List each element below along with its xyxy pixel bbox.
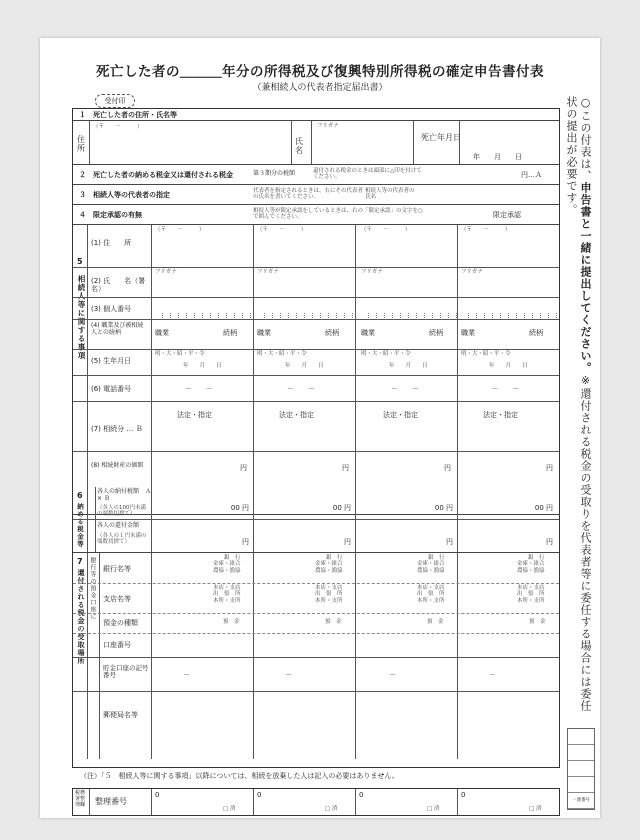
heir4-assets: 円 [546,464,553,472]
s7-row2-label: 支店名等 [103,595,131,603]
heir4-era: 明・大・昭・平・令 [461,351,511,357]
office-zero-3: 0 [359,791,364,799]
heir4-branch: 本店・支店 出 張 所 本所・支所 [517,585,545,604]
heir2-deposit: 預 金 [325,619,342,625]
reception-stamp: 受付印 [95,94,135,108]
heir1-job: 職業 [155,329,169,337]
s3-label: ３ 相続人等の代表者の指定 [79,191,170,199]
heir4-tel: － － [491,385,519,393]
form-subtitle: （兼相続人の代表者指定届出書） [252,83,388,93]
heir1-deposit: 預 金 [223,619,240,625]
main-frame [72,108,560,768]
heir2-bank: 銀 行 金庫・組合 農協・漁協 [315,555,343,574]
s1-furigana: フリガナ [317,123,339,129]
heir3-deposit: 預 金 [427,619,444,625]
s2-row [73,165,559,185]
form-page [40,38,600,818]
heir4-tax: 00 円 [534,504,553,512]
side-rest: ※還付される税金の受取りを代表者等に委任する場合には委任状の提出が必要です。 [565,96,592,712]
heir4-furigana: フリガナ [461,269,483,275]
heir2-job: 職業 [257,329,271,337]
heir1-tax: 00 円 [230,504,249,512]
heir2-mynumber[interactable] [257,305,353,313]
heir4-ymd: 年 月 日 [489,363,528,369]
s7-row3-label: 預金の種類 [103,619,138,627]
s3-rep-label: 相続人等の代表者の氏名 [365,188,415,201]
s4-label: ４ 限定承認の有無 [79,211,142,219]
form-footnote: （注）「５ 相続人等に関する事項」以降については、相続を放棄した人は記入の必要はありません。 [80,772,399,780]
heir4-job: 職業 [461,329,475,337]
heir2-rel: 続柄 [325,329,339,337]
s6-r2b: （各人の１円未満の端数切捨て） [97,533,147,546]
heir3-era: 明・大・昭・平・令 [361,351,411,357]
office-check-2[interactable]: □ 済 [325,806,338,812]
heir3-tel: － － [391,385,419,393]
s1-label: １ 死亡した者の住所・氏名等 [79,111,177,119]
heir2-furigana: フリガナ [257,269,279,275]
s4-row [73,205,559,225]
heir4-share[interactable]: 法定・指定 [483,411,518,419]
office-zero-2: 0 [257,791,262,799]
s7-num: 7 [77,557,83,566]
s2-note: 還付される税金のときは頭部に△印を付けてください。 [313,168,422,181]
heir4-deposit: 預 金 [529,619,546,625]
s5-row8-label: (8) 相続財産の価額 [91,462,144,469]
s1-name-label: 氏名 [295,137,303,156]
heir2-era: 明・大・昭・平・令 [257,351,307,357]
heir3-assets: 円 [444,464,451,472]
heir1-tel: － － [185,385,213,393]
heir4-bank: 銀 行 金庫・組合 農協・漁協 [517,555,545,574]
side-instruction [566,96,592,716]
heir3-yucho: － [389,671,396,679]
s7-sub2: 銀行等の預金口座に [89,557,96,620]
heir3-refund: 円 [446,538,453,546]
heir4-refund: 円 [546,538,553,546]
heir1-yucho: － [183,671,190,679]
heir1-era: 明・大・昭・平・令 [155,351,205,357]
heir3-rel: 続柄 [429,329,443,337]
s5-row1-label: (1) 住 所 [91,239,132,247]
s5-row4-label: (4) 職業及び被相続人との続柄 [91,322,144,336]
s5-block [73,225,559,515]
s6-r1a: 各人の納付税額 Ａ × Ｂ [97,488,152,502]
office-check-4[interactable]: □ 済 [529,806,542,812]
heir3-ymd: 年 月 日 [389,363,428,369]
office-check-1[interactable]: □ 済 [223,806,236,812]
s2-yen-a: 円…Ａ [521,171,542,179]
heir1-furigana: フリガナ [155,269,177,275]
serial-label: 一連番号 [568,793,594,809]
s6-num: 6 [77,491,83,500]
heir3-tax: 00 円 [434,504,453,512]
heir2-assets: 円 [342,464,349,472]
heir1-refund: 円 [242,538,249,546]
s4-note: 相続人等が限定承認をしているときは、右の「限定承認」の文字を○で囲んでください。 [253,208,423,221]
s1-death-date: 年 月 日 [473,153,522,161]
s5-row3-label: (3) 個人番号 [91,305,132,313]
heir2-ymd: 年 月 日 [285,363,324,369]
heir2-yucho: － [285,671,292,679]
s2-label: ２ 死亡した者の納める税金又は還付される税金 [79,171,233,179]
heir4-postal: （〒 － ） [461,227,511,233]
heir1-share[interactable]: 法定・指定 [177,411,212,419]
s5-row2-label: (2) 氏 名（署 名） [91,277,160,294]
s1-body [73,121,559,165]
heir4-mynumber[interactable] [461,305,557,313]
form-title: 死亡した者の＿＿＿年分の所得税及び復興特別所得税の確定申告書付表 [96,64,544,80]
s2-period: 第３期分の税額 [253,170,296,177]
s1-postal: （〒 － ） [93,124,143,130]
s7-vlabel: 還付される税金の受取場所 [77,569,85,665]
heir2-tax: 00 円 [332,504,351,512]
s7-row1-label: 銀行名等 [103,565,131,573]
s1-jusho: 住所 [77,135,85,154]
heir1-bank: 銀 行 金庫・組合 農協・漁協 [213,555,241,574]
serial-box [567,728,595,810]
heir3-bank: 銀 行 金庫・組合 農協・漁協 [417,555,445,574]
heir2-share[interactable]: 法定・指定 [279,411,314,419]
heir1-rel: 続柄 [223,329,237,337]
s7-row4-label: 口座番号 [103,641,131,649]
heir1-postal: （〒 － ） [155,227,205,233]
s6-r1b: （各人の100円未満の端数切捨て） [97,505,146,518]
office-zero-1: 0 [155,791,160,799]
s7-row6-label: 郵便局名等 [103,711,138,719]
s5-row7-label: (7) 相続分 … Ｂ [91,425,143,433]
heir3-furigana: フリガナ [361,269,383,275]
heir3-mynumber[interactable] [361,305,457,313]
s6-vlabel: 納める税金等 [76,503,84,548]
office-zero-4: 0 [461,791,466,799]
heir3-postal: （〒 － ） [361,227,411,233]
office-use-area [72,788,560,816]
heir3-job: 職業 [361,329,375,337]
s5-row5-label: (5) 生年月日 [91,357,132,365]
s3-row [73,185,559,205]
s7-block [73,553,559,759]
heir2-tel: － － [287,385,315,393]
heir4-yucho: － [489,671,496,679]
heir1-ymd: 年 月 日 [183,363,222,369]
s3-note: 代表者を指定されるときは、右にその代表者の氏名を書いてください。 [253,188,364,201]
seiri-label: 整理番号 [95,797,127,806]
office-label: 税務署整理欄 [75,790,86,808]
heir2-branch: 本店・支店 出 張 所 本所・支所 [315,585,343,604]
heir3-share[interactable]: 法定・指定 [383,411,418,419]
s1-death-label: 死亡年月日 [421,133,461,142]
s4-value[interactable]: 限定承認 [493,211,521,219]
heir1-branch: 本店・支店 出 張 所 本所・支所 [213,585,241,604]
office-check-3[interactable]: □ 済 [427,806,440,812]
heir4-rel: 続柄 [529,329,543,337]
heir2-refund: 円 [344,538,351,546]
heir2-postal: （〒 － ） [257,227,307,233]
s6-block [73,487,559,553]
heir1-assets: 円 [240,464,247,472]
heir3-branch: 本店・支店 出 張 所 本所・支所 [417,585,445,604]
side-line1: ○この付表は、 [579,96,592,182]
s1-header [73,109,559,121]
s6-r2a: 各人の還付金額 [97,522,140,529]
s5-num: 5 [77,257,83,266]
heir1-mynumber[interactable] [155,305,251,313]
s7-row5-label: 貯金口座の記号番号 [103,664,149,680]
s5-vlabel: 相続人等に関する事項 [77,275,86,360]
s5-row6-label: (6) 電話番号 [91,385,132,393]
side-bold: 申告書と一緒に提出してください。 [579,182,592,374]
